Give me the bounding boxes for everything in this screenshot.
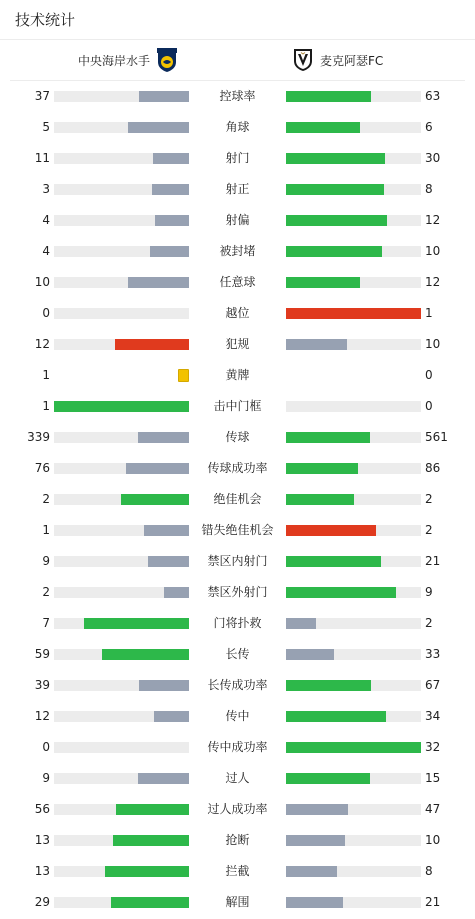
home-bar-fill — [54, 401, 189, 412]
stat-row — [0, 639, 475, 670]
away-value: 9 — [425, 585, 433, 599]
away-bar — [286, 525, 421, 536]
home-bar-fill — [111, 897, 189, 908]
away-bar — [286, 339, 421, 350]
away-bar-fill — [286, 804, 348, 815]
away-bar — [286, 401, 421, 412]
home-bar-fill — [164, 587, 189, 598]
away-bar — [286, 649, 421, 660]
stat-label: 长传成功率 — [207, 678, 268, 692]
away-bar-fill — [286, 122, 360, 133]
stat-row — [0, 577, 475, 608]
home-value: 3 — [42, 182, 50, 196]
home-bar-fill — [105, 866, 189, 877]
home-bar — [54, 680, 189, 691]
stat-row — [0, 360, 475, 391]
away-value: 30 — [425, 151, 441, 165]
stat-label: 拦截 — [225, 864, 250, 878]
away-bar — [286, 91, 421, 102]
away-value: 0 — [425, 368, 433, 382]
stat-label: 错失绝佳机会 — [201, 523, 274, 537]
stat-label: 犯规 — [225, 337, 250, 351]
home-value: 37 — [34, 89, 50, 103]
home-bar-fill — [102, 649, 189, 660]
home-bar — [54, 432, 189, 443]
home-value: 1 — [42, 523, 50, 537]
away-bar — [286, 618, 421, 629]
home-bar-fill — [144, 525, 189, 536]
away-bar — [286, 494, 421, 505]
away-bar-fill — [286, 153, 385, 164]
home-bar — [54, 308, 189, 319]
away-bar-fill — [286, 587, 396, 598]
away-value: 47 — [425, 802, 441, 816]
away-bar-fill — [286, 897, 343, 908]
away-bar — [286, 122, 421, 133]
away-bar — [286, 463, 421, 474]
home-value: 5 — [42, 120, 50, 134]
home-bar — [54, 742, 189, 753]
away-bar-fill — [286, 835, 345, 846]
away-value: 2 — [425, 616, 433, 630]
home-value: 4 — [42, 213, 50, 227]
home-bar — [54, 525, 189, 536]
stat-row — [0, 732, 475, 763]
away-value: 10 — [425, 244, 441, 258]
home-bar-fill — [138, 432, 189, 443]
stat-label: 抢断 — [225, 833, 250, 847]
away-bar-fill — [286, 866, 337, 877]
home-bar-fill — [150, 246, 189, 257]
away-bar — [286, 246, 421, 257]
home-bar-fill — [139, 91, 189, 102]
away-value: 1 — [425, 306, 433, 320]
away-bar-fill — [286, 277, 360, 288]
home-bar-fill — [152, 184, 189, 195]
home-bar — [54, 153, 189, 164]
away-bar — [286, 680, 421, 691]
away-value: 12 — [425, 275, 441, 289]
home-team — [78, 40, 178, 80]
stat-row — [0, 143, 475, 174]
stat-label: 射门 — [225, 151, 250, 165]
stat-row — [0, 608, 475, 639]
away-value: 2 — [425, 523, 433, 537]
away-bar — [286, 835, 421, 846]
away-bar — [286, 742, 421, 753]
away-bar — [286, 587, 421, 598]
stat-row — [0, 174, 475, 205]
away-team — [292, 40, 383, 80]
stat-row — [0, 205, 475, 236]
stat-label: 射偏 — [225, 213, 250, 227]
home-bar-fill — [113, 835, 189, 846]
home-bar — [54, 339, 189, 350]
home-bar-fill — [121, 494, 189, 505]
away-value: 2 — [425, 492, 433, 506]
macarthur-fc-logo-icon — [292, 48, 314, 72]
away-value: 67 — [425, 678, 441, 692]
home-bar-fill — [128, 122, 189, 133]
home-bar — [54, 835, 189, 846]
central-coast-mariners-logo-icon — [156, 48, 178, 72]
away-value: 12 — [425, 213, 441, 227]
stat-label: 越位 — [225, 306, 250, 320]
stat-row — [0, 794, 475, 825]
stat-row — [0, 81, 475, 112]
away-value: 8 — [425, 182, 433, 196]
home-value: 12 — [34, 337, 50, 351]
stat-label: 解围 — [225, 895, 250, 909]
stat-row — [0, 112, 475, 143]
away-bar-fill — [286, 525, 376, 536]
home-team-name: 中央海岸水手 — [77, 53, 150, 68]
home-bar-fill — [116, 804, 189, 815]
stat-row — [0, 856, 475, 887]
home-bar — [54, 122, 189, 133]
home-value: 1 — [42, 399, 50, 413]
home-value: 59 — [34, 647, 50, 661]
stat-label: 过人成功率 — [207, 802, 268, 816]
away-bar-fill — [286, 432, 370, 443]
away-bar-fill — [286, 494, 354, 505]
stat-row — [0, 422, 475, 453]
stat-label: 绝佳机会 — [213, 492, 262, 506]
stat-row — [0, 701, 475, 732]
home-bar-fill — [148, 556, 189, 567]
stat-label: 长传 — [225, 647, 250, 661]
away-team-name: 麦克阿瑟FC — [320, 53, 384, 68]
stat-row — [0, 763, 475, 794]
home-bar — [54, 649, 189, 660]
away-bar-fill — [286, 742, 421, 753]
away-bar — [286, 866, 421, 877]
home-value: 11 — [34, 151, 50, 165]
stat-row — [0, 546, 475, 577]
home-bar-fill — [126, 463, 189, 474]
away-bar-fill — [286, 680, 371, 691]
away-value: 0 — [425, 399, 433, 413]
stat-label: 禁区内射门 — [207, 554, 268, 568]
away-value: 34 — [425, 709, 441, 723]
stat-row — [0, 515, 475, 546]
away-value: 63 — [425, 89, 441, 103]
away-bar — [286, 804, 421, 815]
home-bar — [54, 897, 189, 908]
away-bar — [286, 432, 421, 443]
stat-label: 传球成功率 — [207, 461, 268, 475]
stat-label: 传中 — [225, 709, 250, 723]
home-bar-fill — [155, 215, 189, 226]
away-bar — [286, 773, 421, 784]
stat-label: 门将扑救 — [213, 616, 262, 630]
away-bar-fill — [286, 184, 384, 195]
away-bar — [286, 215, 421, 226]
home-value: 2 — [42, 492, 50, 506]
home-value: 76 — [34, 461, 50, 475]
away-bar-fill — [286, 308, 421, 319]
home-bar-fill — [115, 339, 189, 350]
home-bar-fill — [153, 153, 189, 164]
away-value: 10 — [425, 833, 441, 847]
stat-label: 角球 — [225, 120, 250, 134]
stat-row — [0, 825, 475, 856]
away-bar-fill — [286, 339, 347, 350]
away-bar-fill — [286, 618, 316, 629]
away-bar-fill — [286, 246, 382, 257]
away-bar-fill — [286, 711, 386, 722]
home-value: 13 — [34, 833, 50, 847]
home-value: 9 — [42, 554, 50, 568]
stat-label: 传中成功率 — [207, 740, 268, 754]
page-title: 技术统计 — [15, 11, 76, 29]
home-bar — [54, 804, 189, 815]
stat-label: 射正 — [225, 182, 250, 196]
stat-row — [0, 670, 475, 701]
stat-row — [0, 236, 475, 267]
home-bar — [54, 618, 189, 629]
away-bar — [286, 277, 421, 288]
home-bar — [54, 556, 189, 567]
home-bar-fill — [84, 618, 189, 629]
stats-list — [0, 81, 475, 918]
away-bar-fill — [286, 463, 358, 474]
home-bar — [54, 494, 189, 505]
home-bar — [54, 215, 189, 226]
stats-header — [0, 0, 475, 40]
home-value: 4 — [42, 244, 50, 258]
home-bar-fill — [138, 773, 189, 784]
stat-row — [0, 887, 475, 918]
home-value: 10 — [34, 275, 50, 289]
stat-row — [0, 391, 475, 422]
stat-row — [0, 484, 475, 515]
stat-label: 禁区外射门 — [207, 585, 268, 599]
away-bar — [286, 556, 421, 567]
away-value: 32 — [425, 740, 441, 754]
home-bar — [54, 463, 189, 474]
away-bar — [286, 897, 421, 908]
home-bar — [54, 866, 189, 877]
away-bar — [286, 308, 421, 319]
yellow-card-icon — [178, 369, 189, 382]
away-value: 15 — [425, 771, 441, 785]
home-bar — [54, 91, 189, 102]
away-value: 21 — [425, 554, 441, 568]
home-bar — [54, 587, 189, 598]
away-value: 8 — [425, 864, 433, 878]
home-value: 12 — [34, 709, 50, 723]
stat-label: 被封堵 — [219, 244, 256, 258]
home-value: 13 — [34, 864, 50, 878]
away-value: 6 — [425, 120, 433, 134]
home-bar-fill — [128, 277, 189, 288]
stat-label: 任意球 — [219, 275, 256, 289]
home-bar — [54, 711, 189, 722]
home-bar-fill — [139, 680, 189, 691]
away-value: 561 — [425, 430, 448, 444]
home-value: 29 — [34, 895, 50, 909]
away-bar-fill — [286, 773, 370, 784]
home-value: 339 — [27, 430, 50, 444]
teams-header — [10, 40, 465, 81]
home-bar — [54, 184, 189, 195]
home-value: 39 — [34, 678, 50, 692]
home-value: 0 — [42, 740, 50, 754]
home-value: 0 — [42, 306, 50, 320]
away-bar-fill — [286, 215, 387, 226]
away-value: 33 — [425, 647, 441, 661]
stat-row — [0, 298, 475, 329]
away-bar-fill — [286, 556, 381, 567]
home-value: 1 — [42, 368, 50, 382]
home-bar — [54, 401, 189, 412]
stat-label: 控球率 — [219, 89, 256, 103]
away-bar-fill — [286, 649, 334, 660]
away-bar-fill — [286, 91, 371, 102]
home-value: 2 — [42, 585, 50, 599]
away-bar — [286, 153, 421, 164]
stat-label: 黄牌 — [225, 368, 250, 382]
stat-label: 过人 — [225, 771, 250, 785]
away-value: 10 — [425, 337, 441, 351]
stat-row — [0, 329, 475, 360]
stat-row — [0, 453, 475, 484]
home-value: 7 — [42, 616, 50, 630]
stat-label: 传球 — [225, 430, 250, 444]
away-bar — [286, 184, 421, 195]
away-value: 21 — [425, 895, 441, 909]
stat-row — [0, 267, 475, 298]
away-bar — [286, 711, 421, 722]
home-bar — [54, 277, 189, 288]
home-bar-fill — [154, 711, 189, 722]
home-bar — [54, 246, 189, 257]
away-value: 86 — [425, 461, 441, 475]
home-value: 9 — [42, 771, 50, 785]
home-value: 56 — [34, 802, 50, 816]
home-bar — [54, 773, 189, 784]
stat-label: 击中门框 — [213, 399, 262, 413]
